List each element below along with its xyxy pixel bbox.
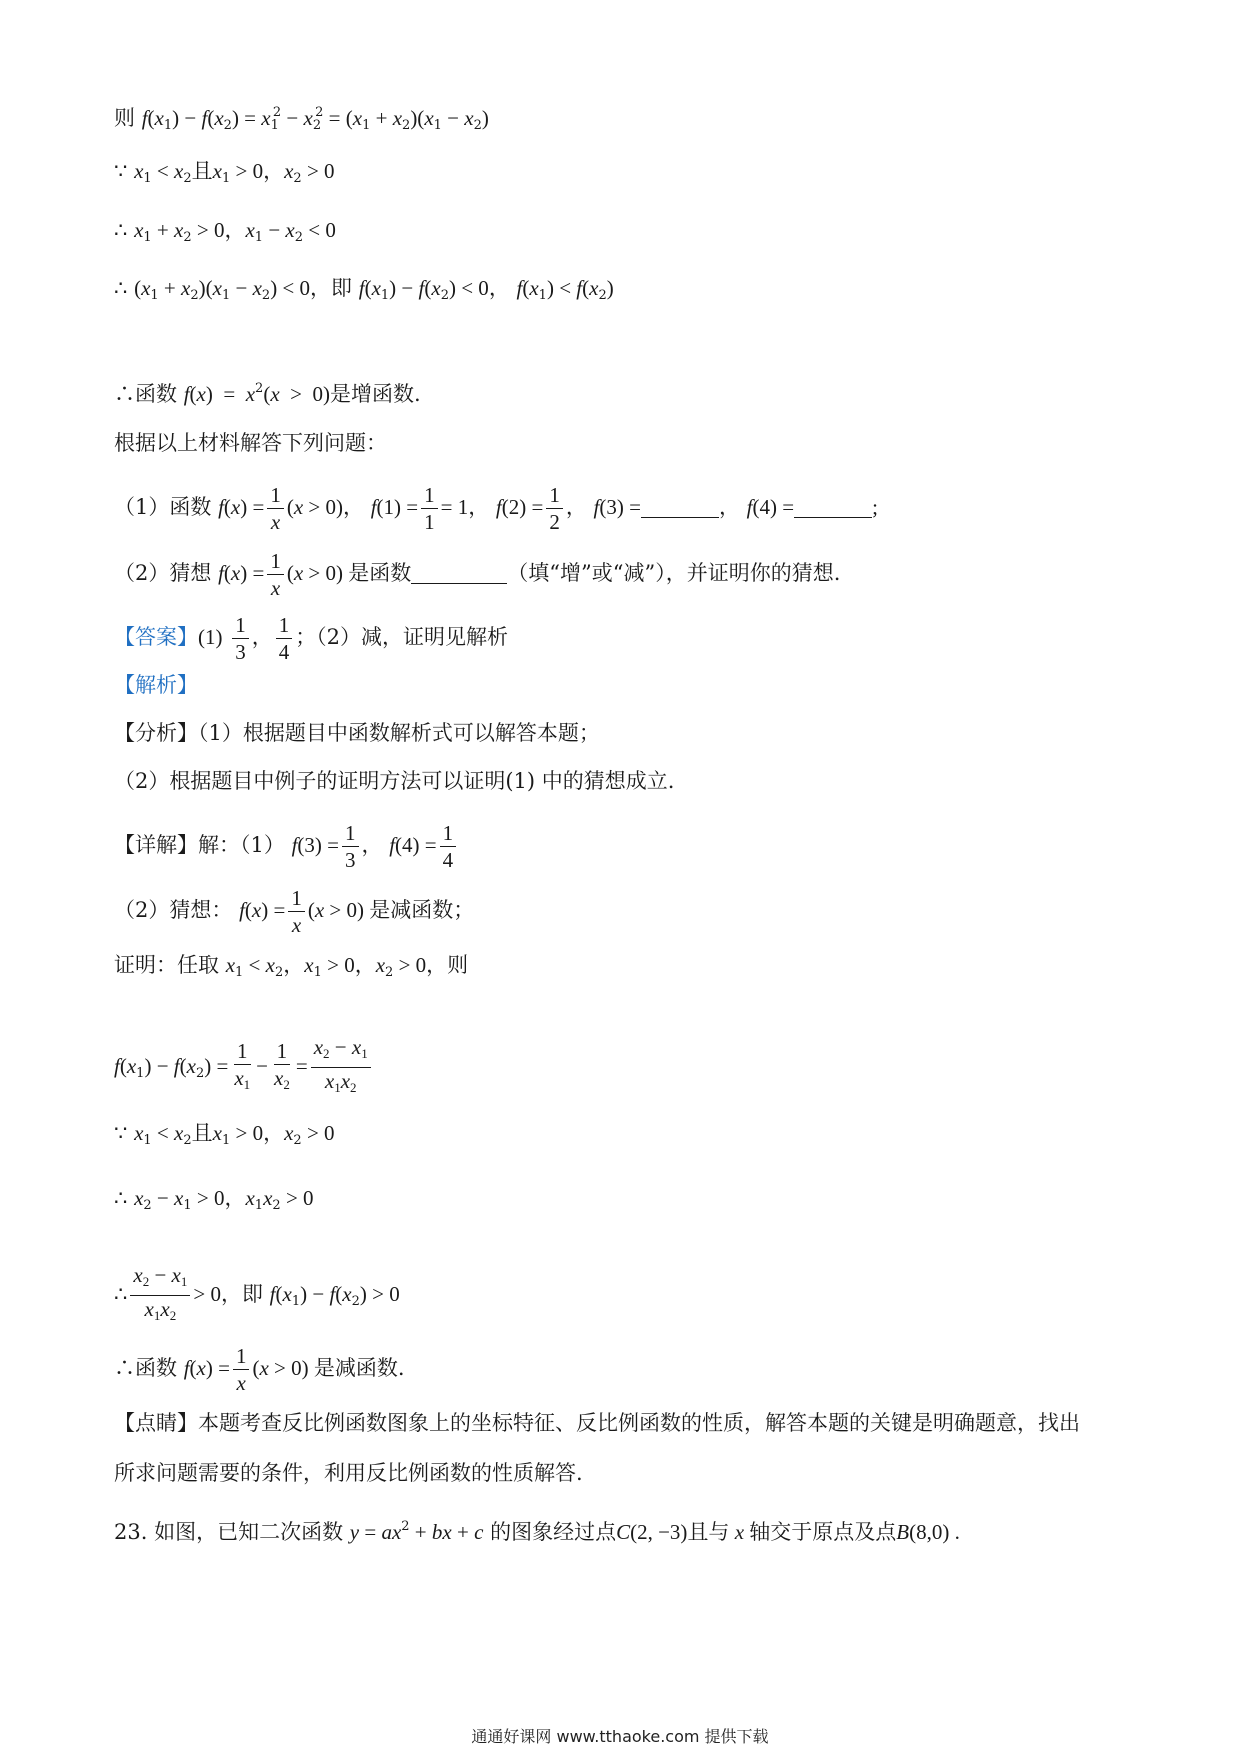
line-therefore-product: ∴ $(x_1 + x_2)(x_1 - x_2) < 0$，即 $f(x_1) - f(x_2) < 0$， $f(x_1) < f(x_2)$ [114,276,614,303]
answer-blank-f3[interactable] [641,517,719,518]
material-intro: 根据以上材料解答下列问题： [114,431,387,455]
answer-blank-f4[interactable] [794,517,872,518]
xiangjie-line-2: （2）猜想： f(x) = $\frac{1}{x}$ (x > 0) 是减函数； [114,886,475,937]
answer-line: 【答案】(1) $\frac{1}{3}$ ， $\frac{1}{4}$ ；（2）减，证明见解析 [114,613,509,664]
proof-quotient: ∴ $\frac{x_2 - x_1}{x_1x_2}$ > 0，即 $f(x_1) - f(x_2) > 0$ [114,1263,400,1323]
jiexi-tag: 【解析】 [114,673,198,697]
question-1: （1）函数 f(x) = $\frac{1}{x}$ (x > 0)， f(1) = $\frac{1}{1}$ = 1， f(2) = $\frac{1}{2}$ ， f(3) = ， f(4) = ; [114,483,878,534]
proof-difference: $f(x_1) - f(x_2)$ = $\frac{1}{x_1}$ − $\frac{1}{x_2}$ = $\frac{x_2 - x_1}{x_1x_2}$ [114,1034,374,1101]
fenxi-line-2: （2）根据题目中例子的证明方法可以证明(1) 中的猜想成立. [114,769,675,793]
line-therefore-sum: ∴ $x_1 + x_2 > 0$，$x_1 - x_2 < 0$ [114,218,336,245]
line-because-condition: ∵ $x_1 < x_2$且$x_1 > 0$，$x_2 > 0$ [114,159,335,186]
answer-blank-monotonic[interactable] [411,583,507,584]
line-increasing-conclusion: ∴函数 $f(x) = x^2(x > 0)$是增函数. [114,381,421,406]
xiangjie-line: 【详解】解：（1） f(3) = $\frac{1}{3}$ ， f(4) = $\frac{1}{4}$ [114,820,459,873]
dianjing-line-1: 【点睛】本题考查反比例函数图象上的坐标特征、反比例函数的性质，解答本题的关键是明确题意，找出 [114,1411,1080,1435]
proof-because: ∵ $x_1 < x_2$且$x_1 > 0$，$x_2 > 0$ [114,1121,335,1148]
dianjing-line-2: 所求问题需要的条件，利用反比例函数的性质解答. [114,1461,583,1485]
proof-conclusion: ∴函数 f(x) = $\frac{1}{x}$ (x > 0) 是减函数. [114,1344,405,1395]
proof-therefore: ∴ $x_2 - x_1 > 0$，$x_1x_2 > 0$ [114,1186,314,1213]
fenxi-line: 【分析】（1）根据题目中函数解析式可以解答本题； [114,721,600,745]
line-fx1-minus-fx2: 则 $f(x_1) - f(x_2) = x_1^2 - x_2^2 = (x_1 + x_2)(x_1 - x_2)$ [114,105,489,133]
question-23: 23. 如图，已知二次函数 $y = ax^2$ + bx + c 的图象经过点C(2, −3)且与 x 轴交于原点及点B(8,0) . [114,1519,960,1544]
page-footer: 通通好课网 www.tthaoke.com 提供下载 [471,1727,769,1746]
question-2: （2）猜想 f(x) = $\frac{1}{x}$ (x > 0) 是函数 （填“增”或“减”），并证明你的猜想. [114,549,841,600]
proof-setup: 证明：任取 $x_1 < x_2$，$x_1 > 0$，$x_2 > 0$，则 [114,953,469,980]
